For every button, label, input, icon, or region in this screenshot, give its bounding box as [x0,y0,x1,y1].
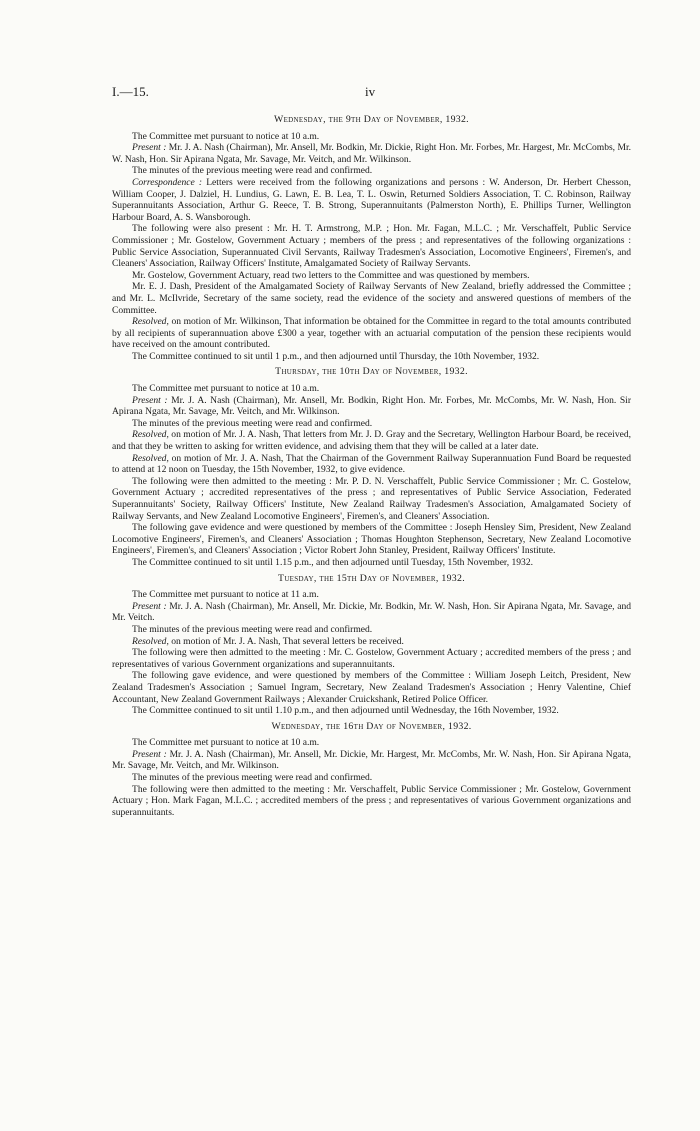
minutes-paragraph [112,705,631,717]
paragraph-text: The following were then admitted to the meeting : Mr. Verschaffelt, Public Service Commissioner ; Mr. Gostelow, Government Actuary ; Hon. Mark Fagan, M.L.C. ; accredited members of the press ; and representatives of various Government organizations and superannuitants. [112,783,631,818]
minutes-paragraph [112,351,631,363]
paragraph-text: The Committee met pursuant to notice at 10 a.m. [132,383,320,395]
minutes-paragraph [112,281,631,316]
minutes-paragraph [112,177,631,223]
paragraph-text: Letters were received from the following organizations and persons : W. Anderson, Dr. Herbert Chesson, William Cooper, J. Dalziel, H. Lundius, G. Lawn, E. B. Lea, T. L. Oswin, Returned Soldiers Association, T. C. Robinson, Railway Superannuitants Association, Arthur G. Reece, T. B. Strong, Superannuitants (Palmerston North), E. Phillips Turner, Wellington Harbour Board, A. S. Wansborough. [112,176,631,223]
paragraph-text: The minutes of the previous meeting were read and confirmed. [132,623,373,635]
minutes-paragraph [112,647,631,670]
paragraph-text: Mr. E. J. Dash, President of the Amalgamated Society of Railway Servants of New Zealand, briefly addressed the Committee ; and Mr. L. McIlvride, Secretary of the same society, read the evidence of the society and answered questions of members of the Committee. [112,281,631,316]
minutes-paragraph [112,165,631,177]
paragraph-text: Mr. J. A. Nash (Chairman), Mr. Ansell, Mr. Dickie, Mr. Bodkin, Mr. W. Nash, Hon. Sir Apirana Ngata, Mr. Savage, and Mr. Veitch. [112,600,632,624]
paragraph-lead: Resolved, [132,452,169,464]
paragraph-text: The following were also present : Mr. H. T. Armstrong, M.P. ; Hon. Mr. Fagan, M.L.C. ; Mr. Verschaffelt, Public Service Commissioner ; Mr. Gostelow, Government Actuary ; members of the press ; and representatives of the following organizations : Public Service Association, Superannuated Civil Servants, Railway Tradesmen's Association, Locomotive Engineers', Firemen's, and Cleaners' Association, Railway Officers' Institute, Amalgamated Society of Railway Servants. [112,223,631,270]
minutes-paragraph [112,429,631,452]
meeting-date-heading: Thursday, the 10th Day of November, 1932. [275,366,468,378]
minutes-paragraph [112,749,631,772]
minutes-paragraph [112,418,631,430]
minutes-paragraph [112,395,631,418]
paragraph-lead: Present : [132,394,168,406]
paragraph-lead: Correspondence : [132,176,203,188]
paragraph-text: The Committee met pursuant to notice at 10 a.m. [132,130,320,142]
minutes-paragraph [112,223,631,269]
paragraph-text: The Committee met pursuant to notice at 10 a.m. [132,737,320,749]
minutes-paragraph [112,772,631,784]
minutes-paragraph [112,784,631,819]
paragraph-text: Mr. J. A. Nash (Chairman), Mr. Ansell, Mr. Bodkin, Mr. Dickie, Right Hon. Mr. Forbes, Mr. Hargest, Mr. McCombs, Mr. W. Nash, Hon. Sir Apirana Ngata, Mr. Savage, Mr. Veitch, and Mr. Wilkinson. [112,142,631,165]
paragraph-text: on motion of Mr. J. A. Nash, That letters from Mr. J. D. Gray and the Secretary, Wellington Harbour Board, be received, and that they be written to asking for written evidence, and advising them that they will be called at a later date. [112,429,631,453]
minutes-paragraph [112,737,631,749]
minutes-paragraph [112,589,631,601]
document-reference: I.—15. [112,84,149,99]
paragraph-text: Mr. J. A. Nash (Chairman), Mr. Ansell, Mr. Dickie, Mr. Hargest, Mr. McCombs, Mr. W. Nash, Hon. Sir Apirana Ngata, Mr. Savage, Mr. Veitch, and Mr. Wilkinson. [112,748,631,772]
paragraph-text: The Committee continued to sit until 1 p.m., and then adjourned until Thursday, the 10th November, 1932. [132,350,540,362]
minutes-paragraph [112,142,631,165]
paragraph-text: on motion of Mr. Wilkinson, That information be obtained for the Committee in regard to the total amounts contributed by all recipients of superannuation above £300 a year, together with an actuarial computation of the pension these recipients would have received on the amount contributed. [112,316,631,351]
paragraph-text: The Committee met pursuant to notice at 11 a.m. [132,589,319,601]
minutes-paragraph [112,670,631,705]
paragraph-lead: Resolved, [132,429,169,441]
minutes-paragraph [112,316,631,351]
meeting-date-heading: Tuesday, the 15th Day of November, 1932. [278,572,465,584]
paragraph-text: The following gave evidence and were questioned by members of the Committee : Joseph Hensley Sim, President, New Zealand Locomotive Engineers', Firemen's, and Cleaners' Association ; Thomas Houghton Stephenson, Secretary, New Zealand Locomotive Engineers', Firemen's, and Cleaners' Association ; Victor Robert John Stanley, President, Railway Officers' Institute. [112,522,631,557]
minutes-paragraph [112,270,631,282]
paragraph-text: Mr. J. A. Nash (Chairman), Mr. Ansell, Mr. Bodkin, Right Hon. Mr. Forbes, Mr. McCombs, Mr. W. Nash, Hon. Sir Apirana Ngata, Mr. Savage, Mr. Veitch, and Mr. Wilkinson. [112,394,632,418]
page-number: iv [365,84,376,99]
minutes-paragraph [112,601,631,624]
paragraph-lead: Present : [132,600,167,612]
meeting-date-heading: Wednesday, the 9th Day of November, 1932. [274,114,469,125]
paragraph-text: The minutes of the previous meeting were read and confirmed. [132,772,373,784]
paragraph-text: The Committee continued to sit until 1.10 p.m., and then adjourned until Wednesday, the 16th November, 1932. [132,705,559,717]
paragraph-text: Mr. Gostelow, Government Actuary, read two letters to the Committee and was questioned by members. [132,269,530,281]
paragraph-text: The following were then admitted to the meeting : Mr. C. Gostelow, Government Actuary ; accredited members of the press ; and representatives of various Government organizations and superannuitants. [112,647,631,670]
paragraph-text: on motion of Mr. J. A. Nash, That several letters be received. [168,635,404,647]
paragraph-text: on motion of Mr. J. A. Nash, That the Chairman of the Government Railway Superannuation Fund Board be requested to attend at 12 noon on Tuesday, the 15th November, 1932, to give evidence. [112,452,631,476]
paragraph-lead: Resolved, [132,316,169,328]
meeting-date-heading: Wednesday, the 16th Day of November, 1932. [271,720,472,732]
paragraph-text: The Committee continued to sit until 1.15 p.m., and then adjourned until Tuesday, 15th November, 1932. [132,556,533,568]
minutes-paragraph [112,476,631,522]
paragraph-text: The minutes of the previous meeting were read and confirmed. [132,165,373,177]
paragraph-text: The following were then admitted to the meeting : Mr. P. D. N. Verschaffelt, Public Service Commissioner ; Mr. C. Gostelow, Government Actuary ; accredited representatives of the press ; and representatives of Public Service Association, Federated Superannuitants' Society, Railway Officers' Institute, New Zealand Railway Tradesmen's Association, Amalgamated Society of Railway Servants, and New Zealand Locomotive Engineers', Firemen's, and Cleaners' Association. [112,475,631,522]
paragraph-lead: Present : [132,748,167,760]
paragraph-text: The minutes of the previous meeting were read and confirmed. [132,417,373,429]
minutes-paragraph [112,453,631,476]
paragraph-lead: Present : [132,142,167,154]
minutes-paragraph [112,131,631,143]
minutes-paragraph [112,383,631,395]
minutes-paragraph [112,624,631,636]
document-body [112,114,631,818]
paragraph-text: The following gave evidence, and were questioned by members of the Committee : William Joseph Leitch, President, New Zealand Tradesmen's Association ; Samuel Ingram, Secretary, New Zealand Tradesmen's Association ; Henry Valentine, Chief Accountant, New Zealand Government Railways ; Alexander Cruickshank, Retired Police Officer. [112,670,631,705]
minutes-paragraph [112,557,631,569]
paragraph-lead: Resolved, [132,635,169,647]
minutes-paragraph [112,636,631,648]
minutes-paragraph [112,522,631,557]
